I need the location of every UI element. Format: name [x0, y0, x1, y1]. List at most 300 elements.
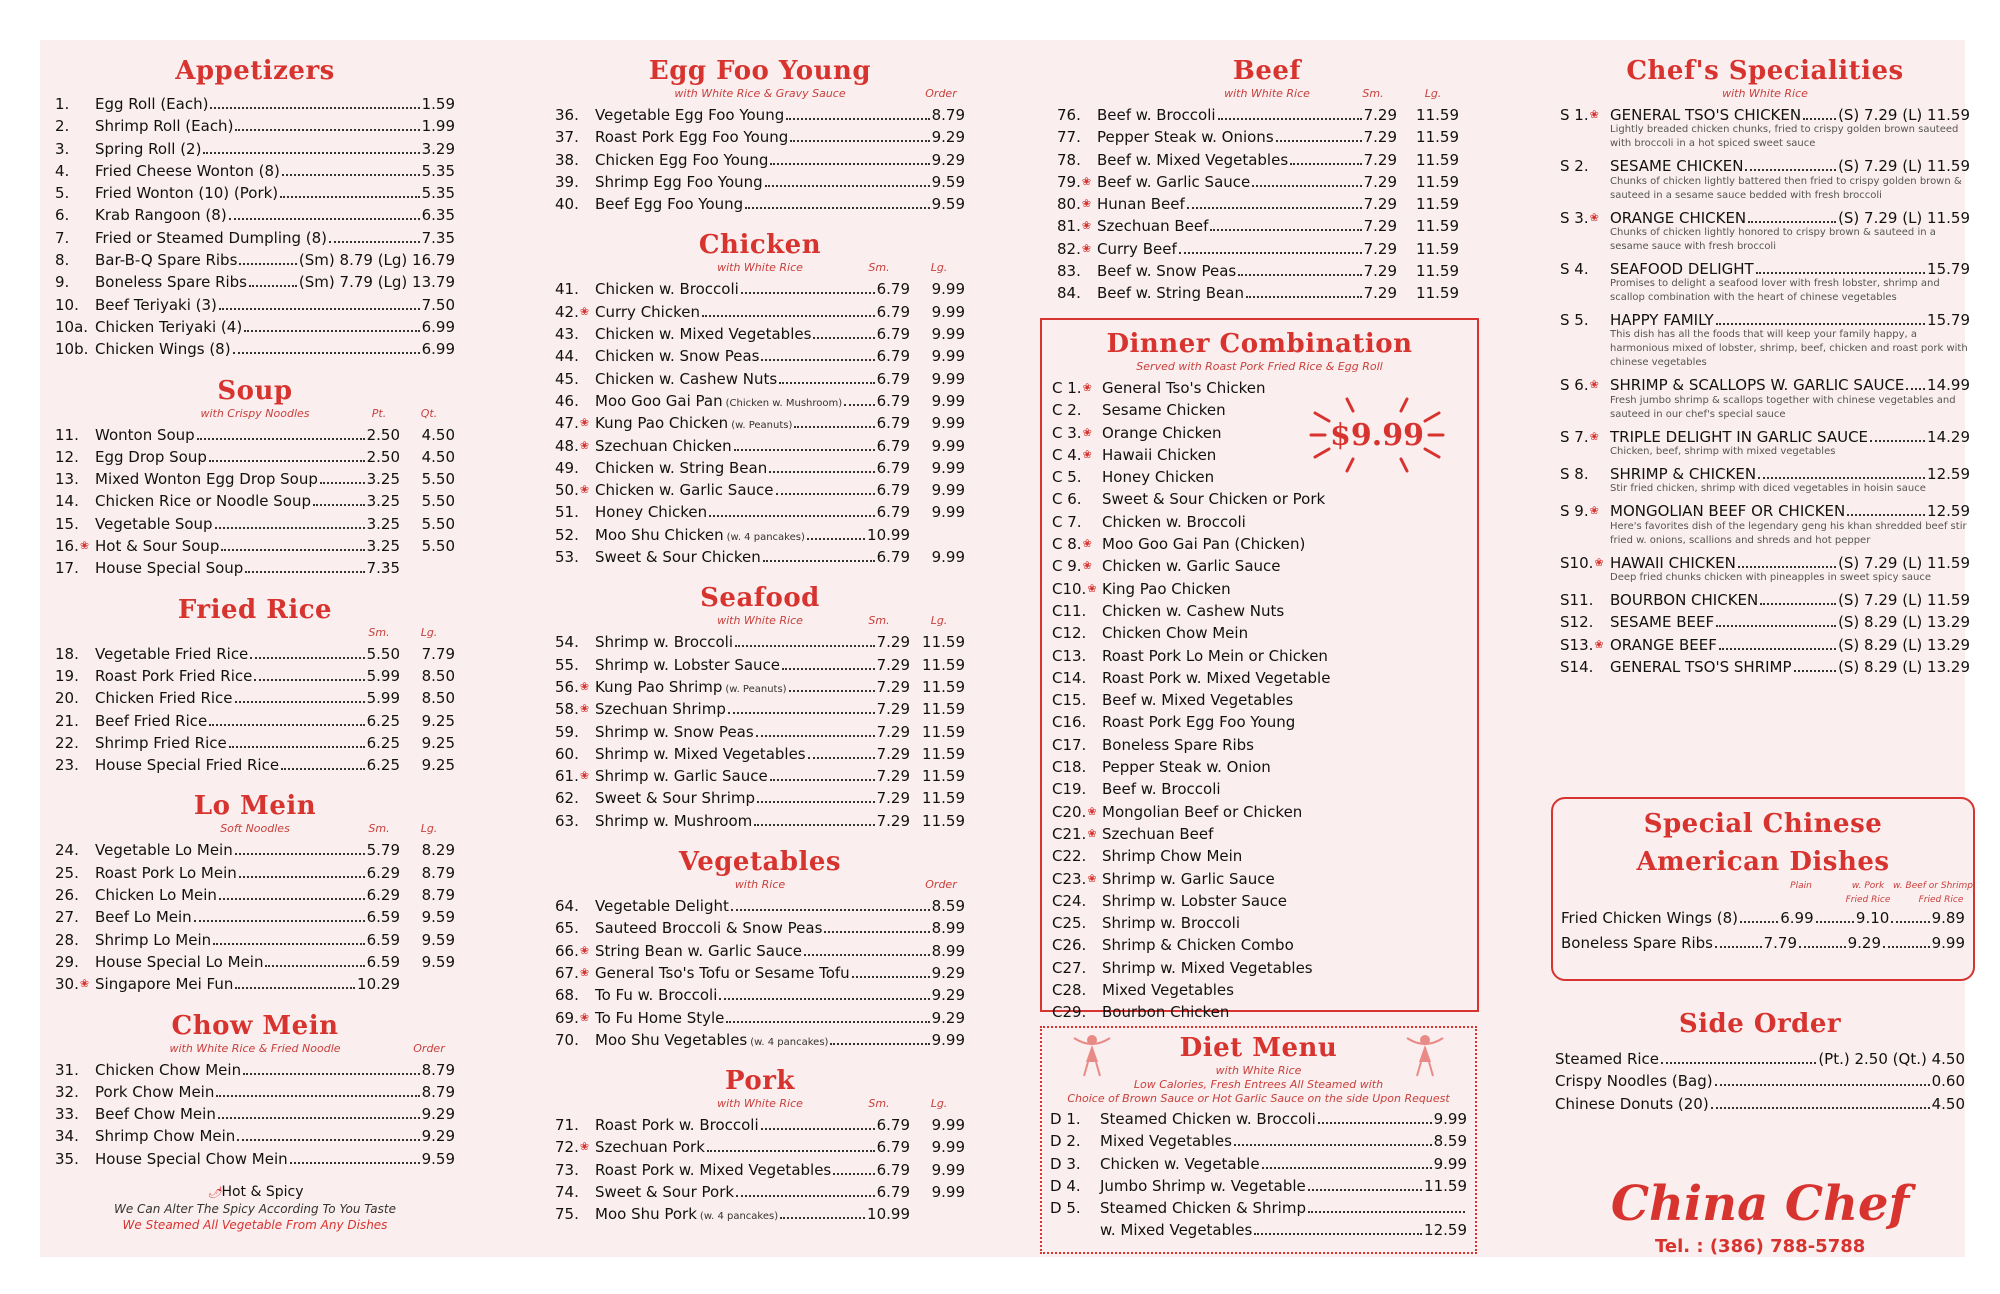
item-number-text: C25. [1052, 914, 1087, 933]
menu-item [1057, 215, 1459, 237]
item-number [1560, 500, 1610, 522]
item-name: Chicken Chow Mein [95, 1060, 242, 1079]
item-description: Fresh jumbo shrimp & scallops together with chinese vegetables and sauteed in our chef's special sauce [1610, 394, 1956, 420]
dot-leader [329, 241, 420, 243]
item-number [1560, 611, 1610, 633]
menu-item [555, 126, 965, 148]
price-small: 3.25 [366, 492, 400, 511]
vegetables-list [555, 895, 965, 1051]
dot-leader [197, 438, 365, 440]
item-number [555, 149, 595, 171]
item-number [555, 721, 595, 743]
dot-leader [782, 668, 875, 670]
dot-leader [830, 1043, 929, 1045]
special-dish-name: Boneless Spare Ribs [1561, 934, 1713, 952]
menu-item [1052, 711, 1467, 733]
dot-leader [210, 107, 419, 109]
item-number-text: C13. [1052, 646, 1087, 665]
item-number [1052, 600, 1102, 622]
hot-pepper-icon: ❀ [1087, 804, 1097, 818]
item-name: HAPPY FAMILY [1610, 311, 1714, 330]
lo-mein-title: Lo Mein [193, 791, 317, 822]
hot-pepper-icon: ❀ [1082, 559, 1092, 573]
item-name: Curry Chicken [595, 302, 700, 321]
item-name: To Fu w. Broccoli [595, 986, 718, 1005]
hot-pepper-icon: ❀ [579, 769, 590, 783]
dot-leader [1799, 946, 1846, 948]
menu-item [1052, 600, 1467, 622]
price-small: 6.79 [876, 1160, 910, 1179]
menu-item [55, 513, 455, 535]
item-number [1052, 756, 1102, 778]
seafood-subtitle: with White Rice [717, 614, 803, 628]
item-name: Mixed Vegetables [1100, 1132, 1232, 1151]
item-number-text: 31. [55, 1060, 79, 1079]
item-number [55, 557, 95, 579]
menu-item [1560, 656, 1970, 678]
item-number-text: 6. [55, 206, 70, 225]
dot-leader [824, 931, 929, 933]
menu-item [1052, 622, 1467, 644]
price-small: 10.99 [867, 525, 910, 544]
item-number [55, 665, 95, 687]
dot-leader [235, 853, 365, 855]
price-large: 8.50 [421, 689, 455, 708]
diet-menu-box [1040, 1026, 1477, 1254]
item-number-text: 22. [55, 733, 79, 752]
menu-item [55, 557, 455, 579]
item-number-text: 4. [55, 161, 70, 180]
item-name: ORANGE CHICKEN [1610, 208, 1747, 227]
price-small: 6.29 [366, 886, 400, 905]
menu-item [1560, 634, 1970, 656]
item-number-text: 83. [1057, 262, 1081, 281]
appetizers-list [55, 93, 455, 361]
item-name: SESAME BEEF [1610, 613, 1715, 632]
item-number [1052, 711, 1102, 733]
item-number-text: D 4. [1050, 1176, 1081, 1195]
item-price: 8.59 [1433, 1132, 1467, 1151]
egg-foo-young-order-header: Order [925, 87, 957, 100]
item-name: SHRIMP & SCALLOPS W. GARLIC SAUCE [1610, 376, 1905, 395]
item-name: Honey Chicken [1102, 468, 1215, 487]
egg-foo-young-section [555, 55, 965, 215]
menu-item [1057, 104, 1459, 126]
item-number [1052, 578, 1102, 600]
menu-item [1052, 756, 1467, 778]
price-small: 6.79 [876, 391, 910, 410]
price-large: 9.25 [421, 756, 455, 775]
item-number-text: C22. [1052, 847, 1087, 866]
price-small: 6.79 [876, 302, 910, 321]
dot-leader [254, 679, 364, 681]
item-number [55, 862, 95, 884]
item-number [1560, 104, 1610, 126]
item-description: Promises to delight a seafood lover with fresh lobster, shrimp and scallop combination with the heart of chinese vegetables [1610, 278, 1940, 304]
item-price: 8.79 [931, 106, 965, 124]
menu-item [55, 643, 455, 665]
item-number-text: 20. [55, 689, 79, 708]
dinner-combination-subheader [1052, 360, 1467, 374]
vegetables-subtitle: with Rice [734, 878, 786, 892]
item-name: Curry Beef [1097, 239, 1177, 258]
item-number-text: 10. [55, 295, 79, 314]
item-price: 3.29 [421, 139, 455, 158]
item-name: Sweet & Sour Chicken [595, 548, 761, 567]
item-number-text: D 2. [1050, 1132, 1081, 1151]
item-price: 14.29 [1927, 427, 1970, 446]
dot-leader [235, 701, 365, 703]
item-number-text: 25. [55, 863, 79, 882]
price-small: 6.79 [876, 436, 910, 455]
item-number-text: 80. [1057, 195, 1081, 214]
menu-item [1555, 1070, 1965, 1092]
item-name: Egg Drop Soup [95, 447, 207, 466]
combo-price: $9.99 [1330, 418, 1424, 453]
item-number [1560, 589, 1610, 611]
item-name: Chicken w. Garlic Sauce [595, 481, 774, 500]
item-name: Shrimp Chow Mein [1102, 847, 1243, 866]
menu-item [1057, 238, 1459, 260]
dot-leader [1276, 140, 1362, 142]
menu-item [1052, 488, 1467, 510]
beef-subtitle: with White Rice [1224, 87, 1310, 100]
price-large: 9.99 [931, 1116, 965, 1135]
item-number-text: 21. [55, 711, 79, 730]
menu-item [55, 1103, 455, 1125]
item-number [55, 138, 95, 160]
item-number [1052, 645, 1102, 667]
price-large: 9.99 [931, 302, 965, 321]
hot-pepper-icon: ❀ [1589, 210, 1599, 224]
menu-item [55, 446, 455, 468]
dot-leader [1218, 118, 1362, 120]
price-small: 7.29 [1363, 172, 1397, 191]
price-small: 6.79 [876, 481, 910, 500]
item-number [1560, 207, 1610, 229]
dot-leader [1187, 207, 1362, 209]
item-number-text: D 5. [1050, 1199, 1081, 1218]
item-name: Beef w. Snow Peas [1097, 262, 1237, 281]
item-number-text: 63. [555, 811, 579, 830]
chefs-specialities-title: Chef's Specialities [1626, 56, 1904, 86]
price-large: 9.59 [421, 908, 455, 927]
dot-leader [239, 263, 297, 265]
menu-item [55, 138, 455, 160]
price-large: 11.59 [1416, 150, 1459, 169]
item-number [555, 917, 595, 939]
price-large: 11.59 [1416, 195, 1459, 214]
fried-rice-title: Fried Rice [177, 594, 333, 625]
item-number-text: 36. [555, 106, 579, 124]
dot-leader [1238, 274, 1361, 276]
dot-leader [1740, 921, 1778, 923]
menu-item [55, 1125, 455, 1147]
item-number-text: 28. [55, 930, 79, 949]
item-number [555, 698, 595, 720]
item-number [555, 940, 595, 962]
menu-item [555, 1007, 965, 1029]
item-number-text: 53. [555, 548, 579, 567]
item-number-text: 19. [55, 666, 79, 685]
item-price: 9.59 [421, 1149, 455, 1168]
hot-pepper-icon: ❀ [1081, 174, 1092, 188]
menu-item [555, 104, 965, 126]
item-number [555, 895, 595, 917]
column-4 [1560, 55, 1970, 692]
item-number [55, 535, 95, 557]
diet-menu-line-1: Low Calories, Fresh Entrees All Steamed with [1133, 1078, 1384, 1091]
menu-item [1052, 578, 1467, 600]
item-number [1050, 1130, 1100, 1152]
menu-item [1052, 533, 1467, 555]
item-number [555, 501, 595, 523]
item-name: Sweet & Sour Shrimp [595, 789, 755, 808]
menu-item [55, 249, 455, 271]
price-small: 7.29 [1363, 284, 1397, 303]
dot-leader [1748, 221, 1836, 223]
soup-subtitle: with Crispy Noodles [200, 406, 310, 420]
dinner-combination-subtitle: Served with Roast Pork Fried Rice & Egg Roll [1136, 360, 1383, 373]
dot-leader [754, 824, 874, 826]
lo-mein-col1-header: Sm. [368, 822, 390, 836]
item-name: GENERAL TSO'S CHICKEN [1610, 106, 1802, 124]
price-large: 9.99 [931, 481, 965, 500]
hdr-plain: Plain [1790, 881, 1812, 891]
item-name: Beef Lo Mein [95, 908, 192, 927]
item-description: This dish has all the foods that will keep your family happy, a harmonious mixed of lobster, shrimp, beef, chicken and roast pork with chinese vegetables [1610, 329, 1968, 369]
price-large: 11.59 [922, 789, 965, 808]
item-name: Chicken w. Mixed Vegetables [595, 325, 812, 344]
item-number-text: 3. [55, 139, 70, 158]
lo-mein-subtitle: Soft Noodles [220, 822, 290, 836]
dot-leader [1715, 946, 1762, 948]
item-name: String Bean w. Garlic Sauce [595, 941, 802, 960]
menu-item [1050, 1108, 1467, 1130]
dot-leader [1308, 1189, 1422, 1191]
dot-leader [1891, 921, 1929, 923]
item-number-text: C 2. [1052, 401, 1082, 420]
item-name: Egg Roll (Each) [95, 95, 209, 113]
dot-leader [786, 118, 929, 120]
item-number-text: 5. [55, 184, 70, 203]
item-price: 0.60 [1931, 1072, 1965, 1091]
price-large: 5.50 [421, 514, 455, 533]
dot-leader [235, 987, 355, 989]
item-name: SHRIMP & CHICKEN [1610, 465, 1757, 484]
item-number-text: 1. [55, 95, 70, 113]
column-3 [1057, 55, 1477, 319]
item-name: House Special Lo Mein [95, 952, 264, 971]
item-name: Sauteed Broccoli & Snow Peas [595, 919, 823, 938]
item-number [1057, 238, 1097, 260]
dot-leader [245, 571, 364, 573]
price-large: 4.50 [421, 447, 455, 466]
item-number [1052, 845, 1102, 867]
chow-mein-subtitle: with White Rice & Fried Noodle [169, 1041, 341, 1055]
side-order-title: Side Order [1678, 1009, 1842, 1039]
menu-item [1052, 868, 1467, 890]
item-number [555, 1136, 595, 1158]
item-number-text: 48. [555, 436, 579, 455]
item-price: 9.29 [931, 1008, 965, 1027]
price-large: 4.50 [421, 425, 455, 444]
item-price: 9.99 [1433, 1154, 1467, 1173]
appetizers-title: Appetizers [175, 56, 335, 86]
item-price: 5.35 [421, 161, 455, 180]
menu-item [55, 973, 455, 995]
item-number [55, 687, 95, 709]
menu-item [55, 884, 455, 906]
item-number [555, 193, 595, 215]
menu-item [555, 743, 965, 765]
item-price: 1.59 [421, 95, 455, 113]
fried-rice-col2-header: Lg. [420, 625, 438, 639]
item-price: 9.29 [421, 1127, 455, 1146]
item-price: 9.99 [931, 1030, 965, 1049]
price-large: 9.99 [931, 369, 965, 388]
fried-rice-section [55, 594, 455, 777]
menu-item [55, 182, 455, 204]
diet-menu-title: Diet Menu [1179, 1033, 1338, 1063]
hot-pepper-icon: ❀ [1589, 504, 1599, 518]
dot-leader [1252, 185, 1361, 187]
item-price: 8.79 [421, 1082, 455, 1101]
seafood-list [555, 631, 965, 832]
price-small: 7.29 [876, 767, 910, 786]
menu-item [55, 271, 455, 293]
price-small: 6.29 [366, 863, 400, 882]
item-number [555, 479, 595, 501]
menu-item [555, 984, 965, 1006]
menu-item [1050, 1130, 1467, 1152]
item-number-text: 71. [555, 1116, 579, 1135]
soup-section [55, 375, 455, 580]
item-name: Roast Pork Fried Rice [95, 666, 253, 685]
item-name: Szechuan Shrimp [595, 700, 726, 719]
item-number-text: C 9. [1052, 557, 1082, 576]
price-large: 9.99 [931, 458, 965, 477]
hot-pepper-icon: ❀ [1589, 429, 1599, 443]
item-name: Mixed Wonton Egg Drop Soup [95, 470, 318, 489]
item-name: Kung Pao Shrimp [595, 677, 723, 696]
item-number [1052, 422, 1102, 444]
item-number [1052, 868, 1102, 890]
item-name: Chicken Egg Foo Young [595, 150, 769, 169]
price-small: 3.25 [366, 514, 400, 533]
item-number [55, 160, 95, 182]
item-number-text: 76. [1057, 106, 1081, 124]
beef-col1-header: Sm. [1362, 87, 1384, 100]
menu-item [1052, 555, 1467, 577]
dot-leader [1661, 1062, 1816, 1064]
item-note: (w. Peanuts) [725, 683, 787, 695]
pork-list [555, 1114, 965, 1225]
dot-leader [229, 746, 365, 748]
dot-leader [1254, 1233, 1422, 1235]
item-number-text: 70. [555, 1030, 579, 1049]
item-number [55, 839, 95, 861]
price-small: 7.29 [876, 677, 910, 696]
item-name: Boneless Spare Ribs [95, 273, 247, 292]
seafood-title: Seafood [700, 583, 820, 614]
item-price: 9.59 [931, 172, 965, 191]
side-order-section [1555, 1008, 1965, 1115]
item-number-text: 27. [55, 908, 79, 927]
item-name: Pepper Steak w. Onion [1102, 758, 1271, 777]
item-number [55, 884, 95, 906]
item-number-text: S14. [1560, 657, 1594, 676]
item-price: 9.29 [421, 1105, 455, 1124]
menu-item [555, 457, 965, 479]
menu-item [555, 940, 965, 962]
item-price: (S) 8.29 (L) 13.29 [1838, 657, 1970, 676]
dot-leader [209, 460, 365, 462]
menu-item [555, 917, 965, 939]
item-number [555, 524, 595, 546]
item-name: Shrimp w. Broccoli [595, 633, 734, 652]
menu-item [1560, 589, 1970, 611]
item-number-text: 59. [555, 722, 579, 741]
hot-pepper-icon: ❀ [1082, 537, 1092, 551]
price-large: 9.99 [931, 548, 965, 567]
item-number [555, 1114, 595, 1136]
item-number-text: 11. [55, 425, 79, 444]
menu-item [555, 676, 965, 698]
chefs-specialities-subheader [1560, 87, 1970, 101]
menu-item [55, 862, 455, 884]
item-price: 6.99 [421, 317, 455, 336]
diet-menu-list [1050, 1108, 1467, 1242]
hdr-pork-2: Fried Rice [1845, 895, 1891, 905]
menu-item [55, 951, 455, 973]
item-number-text: 46. [555, 391, 579, 410]
menu-item [1057, 260, 1459, 282]
item-number-text: C19. [1052, 780, 1087, 799]
item-number [555, 984, 595, 1006]
item-number-text: 64. [555, 897, 579, 916]
item-name: Singapore Mei Fun [95, 975, 234, 994]
hdr-beef-2: Fried Rice [1918, 895, 1964, 905]
dot-leader [1210, 229, 1361, 231]
item-number-text: 47. [555, 414, 579, 433]
menu-item [555, 698, 965, 720]
item-name: ORANGE BEEF [1610, 635, 1717, 654]
dot-leader [813, 337, 874, 339]
appetizers-section [55, 55, 455, 361]
item-number-text: 84. [1057, 284, 1081, 303]
menu-item [555, 524, 965, 546]
item-name: Steamed Chicken & Shrimp [1100, 1199, 1306, 1218]
chefs-specialities-list [1560, 104, 1970, 678]
price-small: 7.29 [1363, 195, 1397, 214]
item-name: Mongolian Beef or Chicken [1102, 802, 1303, 821]
item-description: Stir fried chicken, shrimp with diced vegetables in hoisin sauce [1610, 483, 1926, 495]
chicken-section [555, 229, 965, 568]
item-name: Beef Fried Rice [95, 711, 208, 730]
dot-leader [757, 801, 875, 803]
dot-leader [765, 185, 930, 187]
menu-item [555, 962, 965, 984]
price-small: 2.50 [366, 447, 400, 466]
menu-item [55, 1059, 455, 1081]
menu-item [55, 160, 455, 182]
item-number-text: 35. [55, 1149, 79, 1168]
item-number [1052, 801, 1102, 823]
dot-leader [735, 645, 875, 647]
price-large: 11.59 [1416, 128, 1459, 147]
dot-leader [808, 757, 875, 759]
